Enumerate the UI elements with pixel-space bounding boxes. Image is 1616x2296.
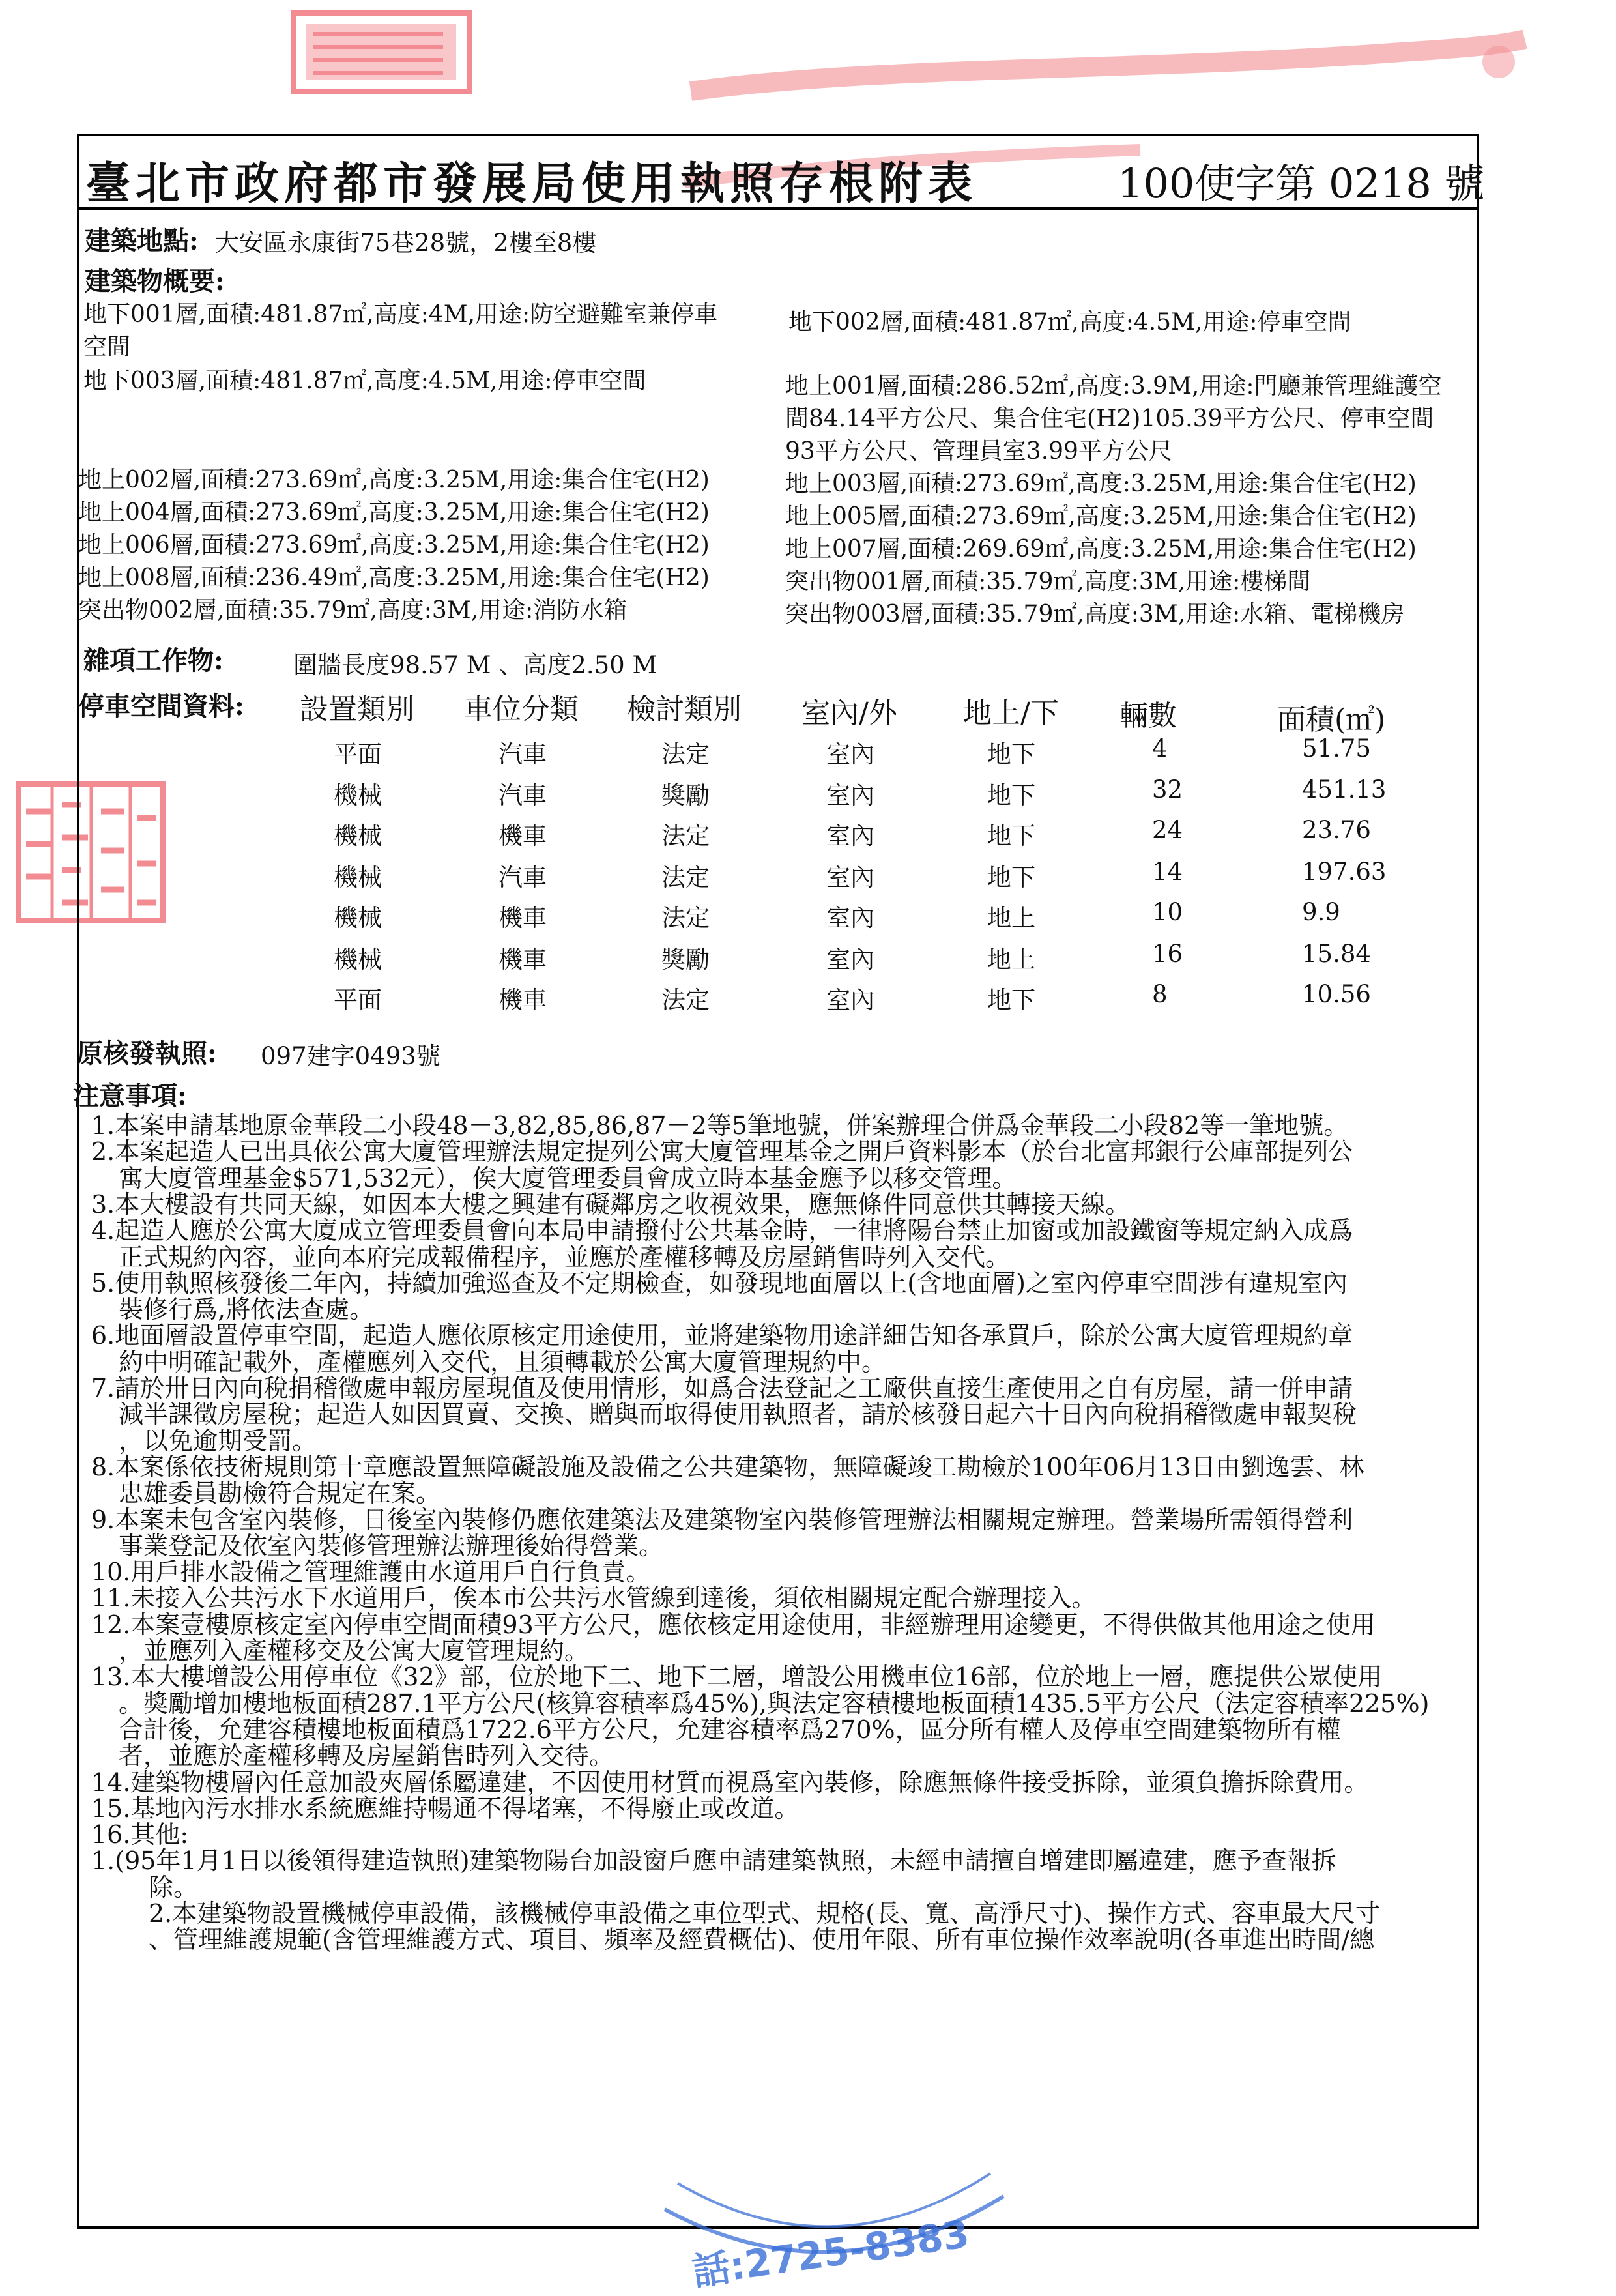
floor-line: 地上007層,面積:269.69㎡,高度:3.25M,用途:集合住宅(H2) xyxy=(785,536,1417,562)
note-line: 11.未接入公共污水下水道用戶，俟本市公共污水管線到達後，須依相關規定配合辦理接入。 xyxy=(91,1584,1097,1613)
parking-cell: 機械 xyxy=(334,781,382,809)
overview-right-group-1 xyxy=(788,306,1351,339)
parking-cell: 獎勵 xyxy=(661,781,710,809)
parking-header-3: 檢討類別 xyxy=(627,693,742,726)
parking-cell: 10.56 xyxy=(1302,980,1371,1008)
note-line: 9.本案未包含室內裝修，日後室內裝修仍應依建築法及建築物室內裝修管理辦法相關規定辦理。營業場所需領得營利 xyxy=(91,1505,1353,1534)
note-line: 15.基地內污水排水系統應維持暢通不得堵塞，不得廢止或改道。 xyxy=(91,1794,800,1823)
parking-header-6: 輛數 xyxy=(1119,699,1177,733)
note-line: 4.起造人應於公寓大廈成立管理委員會向本局申請撥付公共基金時，一律將陽台禁止加窗或加設鐵窗等規定納入成爲 xyxy=(91,1216,1353,1245)
document-title: 臺北市政府都市發展局使用執照存根附表 xyxy=(86,158,978,210)
note-line: 10.用戶排水設備之管理維護由水道用戶自行負責。 xyxy=(91,1558,651,1587)
parking-cell: 平面 xyxy=(334,986,382,1014)
parking-cell: 地下 xyxy=(987,986,1035,1014)
overview-left-group-3 xyxy=(78,464,710,627)
parking-cell: 地下 xyxy=(987,781,1035,809)
parking-cell: 機車 xyxy=(498,946,547,974)
parking-cell: 室內 xyxy=(826,740,874,768)
parking-cell: 地上 xyxy=(987,946,1035,974)
floor-line: 突出物002層,面積:35.79㎡,高度:3M,用途:消防水箱 xyxy=(78,597,628,624)
note-line: 12.本案壹樓原核定室內停車空間面積93平方公尺，應依核定用途使用，非經辦理用途變更，不得供做其他用途之使用 xyxy=(91,1610,1376,1639)
parking-cell: 室內 xyxy=(826,781,874,809)
parking-cell: 14 xyxy=(1152,858,1183,886)
permit-number: 100使字第 0218 號 xyxy=(1118,160,1485,207)
parking-cell: 地下 xyxy=(987,822,1035,850)
parking-cell: 24 xyxy=(1152,816,1183,844)
overview-label: 建築物概要: xyxy=(85,266,225,297)
parking-header-5: 地上/下 xyxy=(963,697,1059,730)
parking-cell: 法定 xyxy=(661,864,710,892)
parking-cell: 32 xyxy=(1152,776,1183,804)
parking-cell: 地下 xyxy=(987,864,1035,892)
note-line: 裝修行爲,將依法查處。 xyxy=(119,1295,375,1324)
misc-label: 雜項工作物: xyxy=(83,645,224,676)
floor-line: 間84.14平方公尺、集合住宅(H2)105.39平方公尺、停車空間 xyxy=(785,405,1434,432)
floor-line: 地下002層,面積:481.87㎡,高度:4.5M,用途:停車空間 xyxy=(788,309,1351,336)
parking-cell: 地下 xyxy=(987,740,1035,768)
note-line: 。獎勵增加樓地板面積287.1平方公尺(核算容積率爲45%),與法定容積樓地板面積1435.5平方公尺（法定容積率225%) xyxy=(119,1689,1430,1718)
note-line: 14.建築物樓層內任意加設夾層係屬違建，不因使用材質而視爲室內裝修，除應無條件接受拆除，並須負擔拆除費用。 xyxy=(91,1767,1369,1797)
parking-cell: 4 xyxy=(1152,734,1168,763)
floor-line: 地上004層,面積:273.69㎡,高度:3.25M,用途:集合住宅(H2) xyxy=(78,499,710,526)
floor-line: 地上003層,面積:273.69㎡,高度:3.25M,用途:集合住宅(H2) xyxy=(785,471,1417,497)
note-line: 、管理維護規範(含管理維護方式、項目、頻率及經費概估)、使用年限、所有車位操作效率說明(各車進出時間/總 xyxy=(149,1925,1375,1955)
parking-cell: 15.84 xyxy=(1302,940,1371,968)
note-line: 正式規約內容，並向本府完成報備程序，並應於產權移轉及房屋銷售時列入交代。 xyxy=(119,1242,1011,1272)
parking-cell: 室內 xyxy=(826,986,874,1014)
note-line: 13.本大樓增設公用停車位《32》部，位於地下二、地下二層，增設公用機車位16部，位於地上一層，應提供公眾使用 xyxy=(91,1663,1383,1692)
parking-cell: 23.76 xyxy=(1302,816,1371,844)
parking-cell: 法定 xyxy=(661,904,710,932)
red-seal-stamp-top xyxy=(287,8,482,99)
note-line: 8.本案係依技術規則第十章應設置無障礙設施及設備之公共建築物，無障礙竣工勘檢於100年06月13日由劉逸雲、林 xyxy=(91,1452,1364,1481)
note-line: ，以免逾期受罰。 xyxy=(119,1426,317,1455)
floor-line: 空間 xyxy=(83,334,131,360)
parking-cell: 機械 xyxy=(334,822,382,850)
original-permit-value: 097建字0493號 xyxy=(261,1042,440,1070)
parking-cell: 平面 xyxy=(334,740,382,768)
parking-cell: 機械 xyxy=(334,946,382,974)
floor-line: 突出物003層,面積:35.79㎡,高度:3M,用途:水箱、電梯機房 xyxy=(785,601,1405,628)
note-line: 16.其他: xyxy=(91,1820,189,1850)
parking-cell: 室內 xyxy=(826,864,874,892)
parking-cell: 51.75 xyxy=(1302,734,1371,763)
floor-line: 地上006層,面積:273.69㎡,高度:3.25M,用途:集合住宅(H2) xyxy=(78,532,710,559)
note-line: 減半課徵房屋稅；起造人如因買賣、交換、贈與而取得使用執照者，請於核發日起六十日內向稅捐稽徵處申報契稅 xyxy=(119,1400,1357,1429)
parking-cell: 汽車 xyxy=(498,864,547,892)
notes-label: 注意事項: xyxy=(73,1081,187,1111)
parking-cell: 9.9 xyxy=(1302,898,1340,926)
note-line: 5.使用執照核發後二年內，持續加強巡查及不定期檢查，如發現地面層以上(含地面層)之室內停車空間涉有違規室內 xyxy=(91,1268,1348,1298)
parking-header-1: 設置類別 xyxy=(300,693,414,726)
parking-cell: 室內 xyxy=(826,822,874,850)
note-line: 1.本案申請基地原金華段二小段48－3,82,85,86,87－2等5筆地號，併案辦理合併爲金華段二小段82等一筆地號。 xyxy=(91,1111,1349,1140)
parking-cell: 汽車 xyxy=(498,740,547,768)
floor-line: 93平方公尺、管理員室3.99平方公尺 xyxy=(785,438,1172,465)
note-line: 3.本大樓設有共同天線，如因本大樓之興建有礙鄰房之收視效果，應無條件同意供其轉接天線。 xyxy=(91,1189,1131,1219)
parking-label: 停車空間資料: xyxy=(78,691,244,721)
note-line: 2.本建築物設置機械停車設備，該機械停車設備之車位型式、規格(長、寬、高淨尺寸)、操作方式、容車最大尺寸 xyxy=(149,1899,1380,1928)
parking-cell: 10 xyxy=(1152,898,1183,926)
parking-cell: 室內 xyxy=(826,904,874,932)
floor-line: 突出物001層,面積:35.79㎡,高度:3M,用途:樓梯間 xyxy=(785,568,1311,595)
misc-value: 圍牆長度98.57 M 、高度2.50 M xyxy=(293,651,657,679)
parking-cell: 汽車 xyxy=(498,781,547,809)
note-line: 6.地面層設置停車空間，起造人應依原核定用途使用，並將建築物用途詳細告知各承買戶，除於公寓大廈管理規約章 xyxy=(91,1321,1353,1350)
parking-header-4: 室內/外 xyxy=(801,697,897,730)
note-line: 2.本案起造人已出具依公寓大廈管理辦法規定提列公寓大廈管理基金之開戶資料影本（於台北富邦銀行公庫部提列公 xyxy=(91,1137,1353,1167)
note-line: 約中明確記載外，產權應列入交代，且須轉載於公寓大廈管理規約中。 xyxy=(119,1347,887,1376)
parking-cell: 室內 xyxy=(826,946,874,974)
parking-cell: 8 xyxy=(1152,980,1168,1008)
overview-left-group-2 xyxy=(83,365,646,398)
parking-cell: 機械 xyxy=(334,864,382,892)
parking-cell: 獎勵 xyxy=(661,946,710,974)
floor-line: 地上001層,面積:286.52㎡,高度:3.9M,用途:門廳兼管理維護空 xyxy=(785,373,1442,400)
parking-cell: 機車 xyxy=(498,986,547,1014)
note-line: 忠雄委員勘檢符合規定在案。 xyxy=(119,1479,441,1508)
note-line: 1.(95年1月1日以後領得建造執照)建築物陽台加設窗戶應申請建築執照，未經申請擅自增建即屬違建，應予查報拆 xyxy=(91,1846,1336,1876)
floor-line: 地下001層,面積:481.87㎡,高度:4M,用途:防空避難室兼停車 xyxy=(83,301,718,328)
note-line: 7.請於卅日內向稅捐稽徵處申報房屋現值及使用情形，如爲合法登記之工廠供直接生產使用之自有房屋，請一併申請 xyxy=(91,1374,1353,1402)
floor-line: 地上008層,面積:236.49㎡,高度:3.25M,用途:集合住宅(H2) xyxy=(78,564,710,591)
overview-right-group-2 xyxy=(785,370,1442,468)
parking-cell: 451.13 xyxy=(1302,776,1387,804)
parking-cell: 機車 xyxy=(498,822,547,850)
note-line: 寓大廈管理基金$571,532元），俟大廈管理委員會成立時本基金應予以移交管理。 xyxy=(119,1163,1017,1193)
parking-header-2: 車位分類 xyxy=(464,693,579,726)
parking-cell: 法定 xyxy=(661,740,710,768)
overview-left-group-1 xyxy=(83,298,717,364)
note-line: 事業登記及依室內裝修管理辦法辦理後始得營業。 xyxy=(119,1531,664,1560)
floor-line: 地下003層,面積:481.87㎡,高度:4.5M,用途:停車空間 xyxy=(83,368,646,394)
parking-cell: 法定 xyxy=(661,822,710,850)
note-line: 除。 xyxy=(149,1872,199,1902)
parking-cell: 197.63 xyxy=(1302,858,1387,886)
note-line: 合計後，允建容積樓地板面積爲1722.6平方公尺，允建容積率爲270%，區分所有權人及停車空間建築物所有權 xyxy=(119,1715,1341,1744)
blue-stamp-text: 話:2725-8383 xyxy=(689,2211,972,2295)
floor-line: 地上005層,面積:273.69㎡,高度:3.25M,用途:集合住宅(H2) xyxy=(785,503,1417,530)
overview-right-group-3 xyxy=(785,468,1417,631)
parking-cell: 地上 xyxy=(987,904,1035,932)
note-line: 者，並應於產權移轉及房屋銷售時列入交待。 xyxy=(119,1741,614,1771)
note-line: ，並應列入產權移交及公寓大廈管理規約。 xyxy=(119,1636,590,1665)
parking-header-7: 面積(㎡) xyxy=(1277,703,1386,736)
parking-cell: 法定 xyxy=(661,986,710,1014)
floor-line: 地上002層,面積:273.69㎡,高度:3.25M,用途:集合住宅(H2) xyxy=(78,467,710,493)
parking-cell: 機車 xyxy=(498,904,547,932)
parking-cell: 機械 xyxy=(334,904,382,932)
site-address: 大安區永康街75巷28號，2樓至8樓 xyxy=(215,229,597,257)
site-label: 建築地點: xyxy=(85,225,199,256)
original-permit-label: 原核發執照: xyxy=(77,1038,217,1069)
parking-cell: 16 xyxy=(1152,940,1183,968)
